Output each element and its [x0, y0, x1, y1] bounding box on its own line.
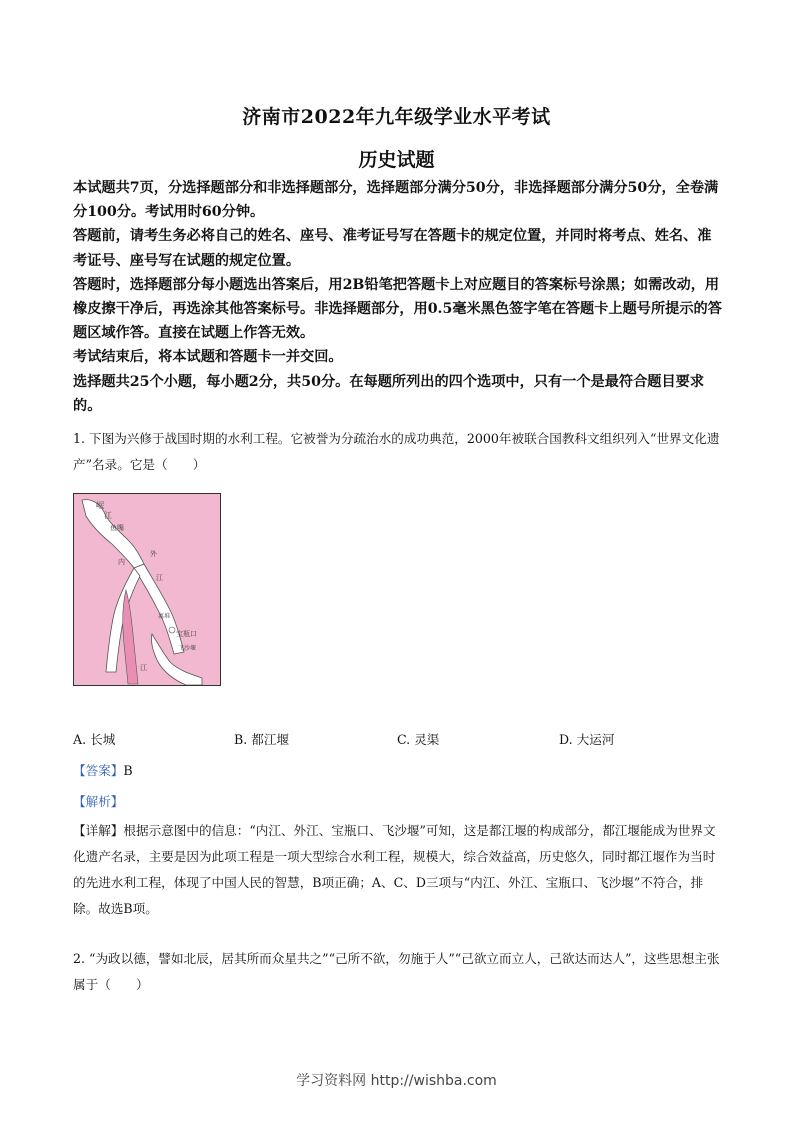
- river-main: [82, 500, 144, 568]
- exam-instructions: [73, 176, 725, 418]
- map-label: 宝瓶口: [176, 630, 197, 638]
- page-footer: 学习资料网 http://wishba.com: [296, 1073, 497, 1089]
- instruction-paragraph: 考试结束后，将本试题和答题卡一并交回。: [73, 349, 343, 366]
- option-c[interactable]: C. 灵渠: [397, 732, 440, 747]
- instruction-paragraph: 本试题共7页，分选择题部分和非选择题部分，选择题部分满分50分，非选择题部分满分50分，全卷满分100分。考试用时60分钟。: [73, 180, 719, 221]
- question-1-detail: 【详解】根据示意图中的信息：“内江、外江、宝瓶口、飞沙堰”可知，这是都江堰的构成部分，都江堰能成为世界文化遗产名录，主要是因为此项工程是一项大型综合水利工程，规模大，综合效益高，历史悠久，同时都江堰作为当时的先进水利工程，体现了中国人民的智慧，B项正确；A、C、D三项与“内江、外江、宝瓶口、飞沙堰”不符合，排除。故选B项。: [73, 823, 716, 916]
- exam-title: 济南市2022年九年级学业水平考试: [242, 106, 551, 128]
- option-d[interactable]: D. 大运河: [559, 732, 615, 747]
- answer-tag: 【答案】: [73, 763, 124, 778]
- analysis-tag: 【解析】: [73, 794, 124, 809]
- map-label: 江: [140, 664, 147, 672]
- map-label: 江: [156, 574, 163, 582]
- answer-line: [73, 760, 133, 779]
- map-label: 外: [150, 550, 157, 558]
- map-label: 鱼嘴: [110, 524, 124, 532]
- answer-value: B: [123, 763, 133, 778]
- analysis-heading: [73, 791, 123, 810]
- map-label: 岷: [96, 501, 104, 510]
- instruction-paragraph: 选择题共25个小题，每小题2分，共50分。在每题所列出的四个选项中，只有一个是最符合题目要求的。: [73, 373, 705, 414]
- map-label: 离堆: [158, 613, 171, 620]
- lidui-mark: [169, 627, 175, 633]
- question-2-stem: 2. “为政以德，譬如北辰，居其所而众星共之”“己所不欲，勿施于人”“己欲立而立人，己欲达而达人”，这些思想主张属于（ ）: [73, 951, 720, 992]
- option-a[interactable]: A. 长城: [73, 732, 116, 747]
- dujiangyan-map: [73, 493, 221, 686]
- option-b[interactable]: B. 都江堰: [234, 732, 290, 747]
- question-1-options: [73, 729, 725, 751]
- map-label: 飞沙堰: [178, 645, 197, 652]
- instruction-paragraph: 答题时，选择题部分每小题选出答案后，用2B铅笔把答题卡上对应题目的答案标号涂黑；如需改动，用橡皮擦干净后，再选涂其他答案标号。非选择题部分，用0.5毫米黑色签字笔在答题卡上题号所提示的答题区域作答。直接在试题上作答无效。: [73, 276, 722, 342]
- question-1-stem: 1. 下图为兴修于战国时期的水利工程。它被誉为分疏治水的成功典范，2000年被联合国教科文组织列入“世界文化遗产”名录。它是（ ）: [73, 431, 720, 472]
- instruction-paragraph: 答题前，请考生务必将自己的姓名、座号、准考证号写在答题卡的规定位置，并同时将考点、姓名、准考证号、座号写在试题的规定位置。: [73, 228, 712, 269]
- exam-subtitle: 历史试题: [358, 149, 435, 171]
- island-strip: [123, 590, 138, 684]
- map-label: 江: [104, 511, 112, 520]
- map-label: 内: [118, 558, 125, 566]
- map-drawing: [74, 494, 220, 685]
